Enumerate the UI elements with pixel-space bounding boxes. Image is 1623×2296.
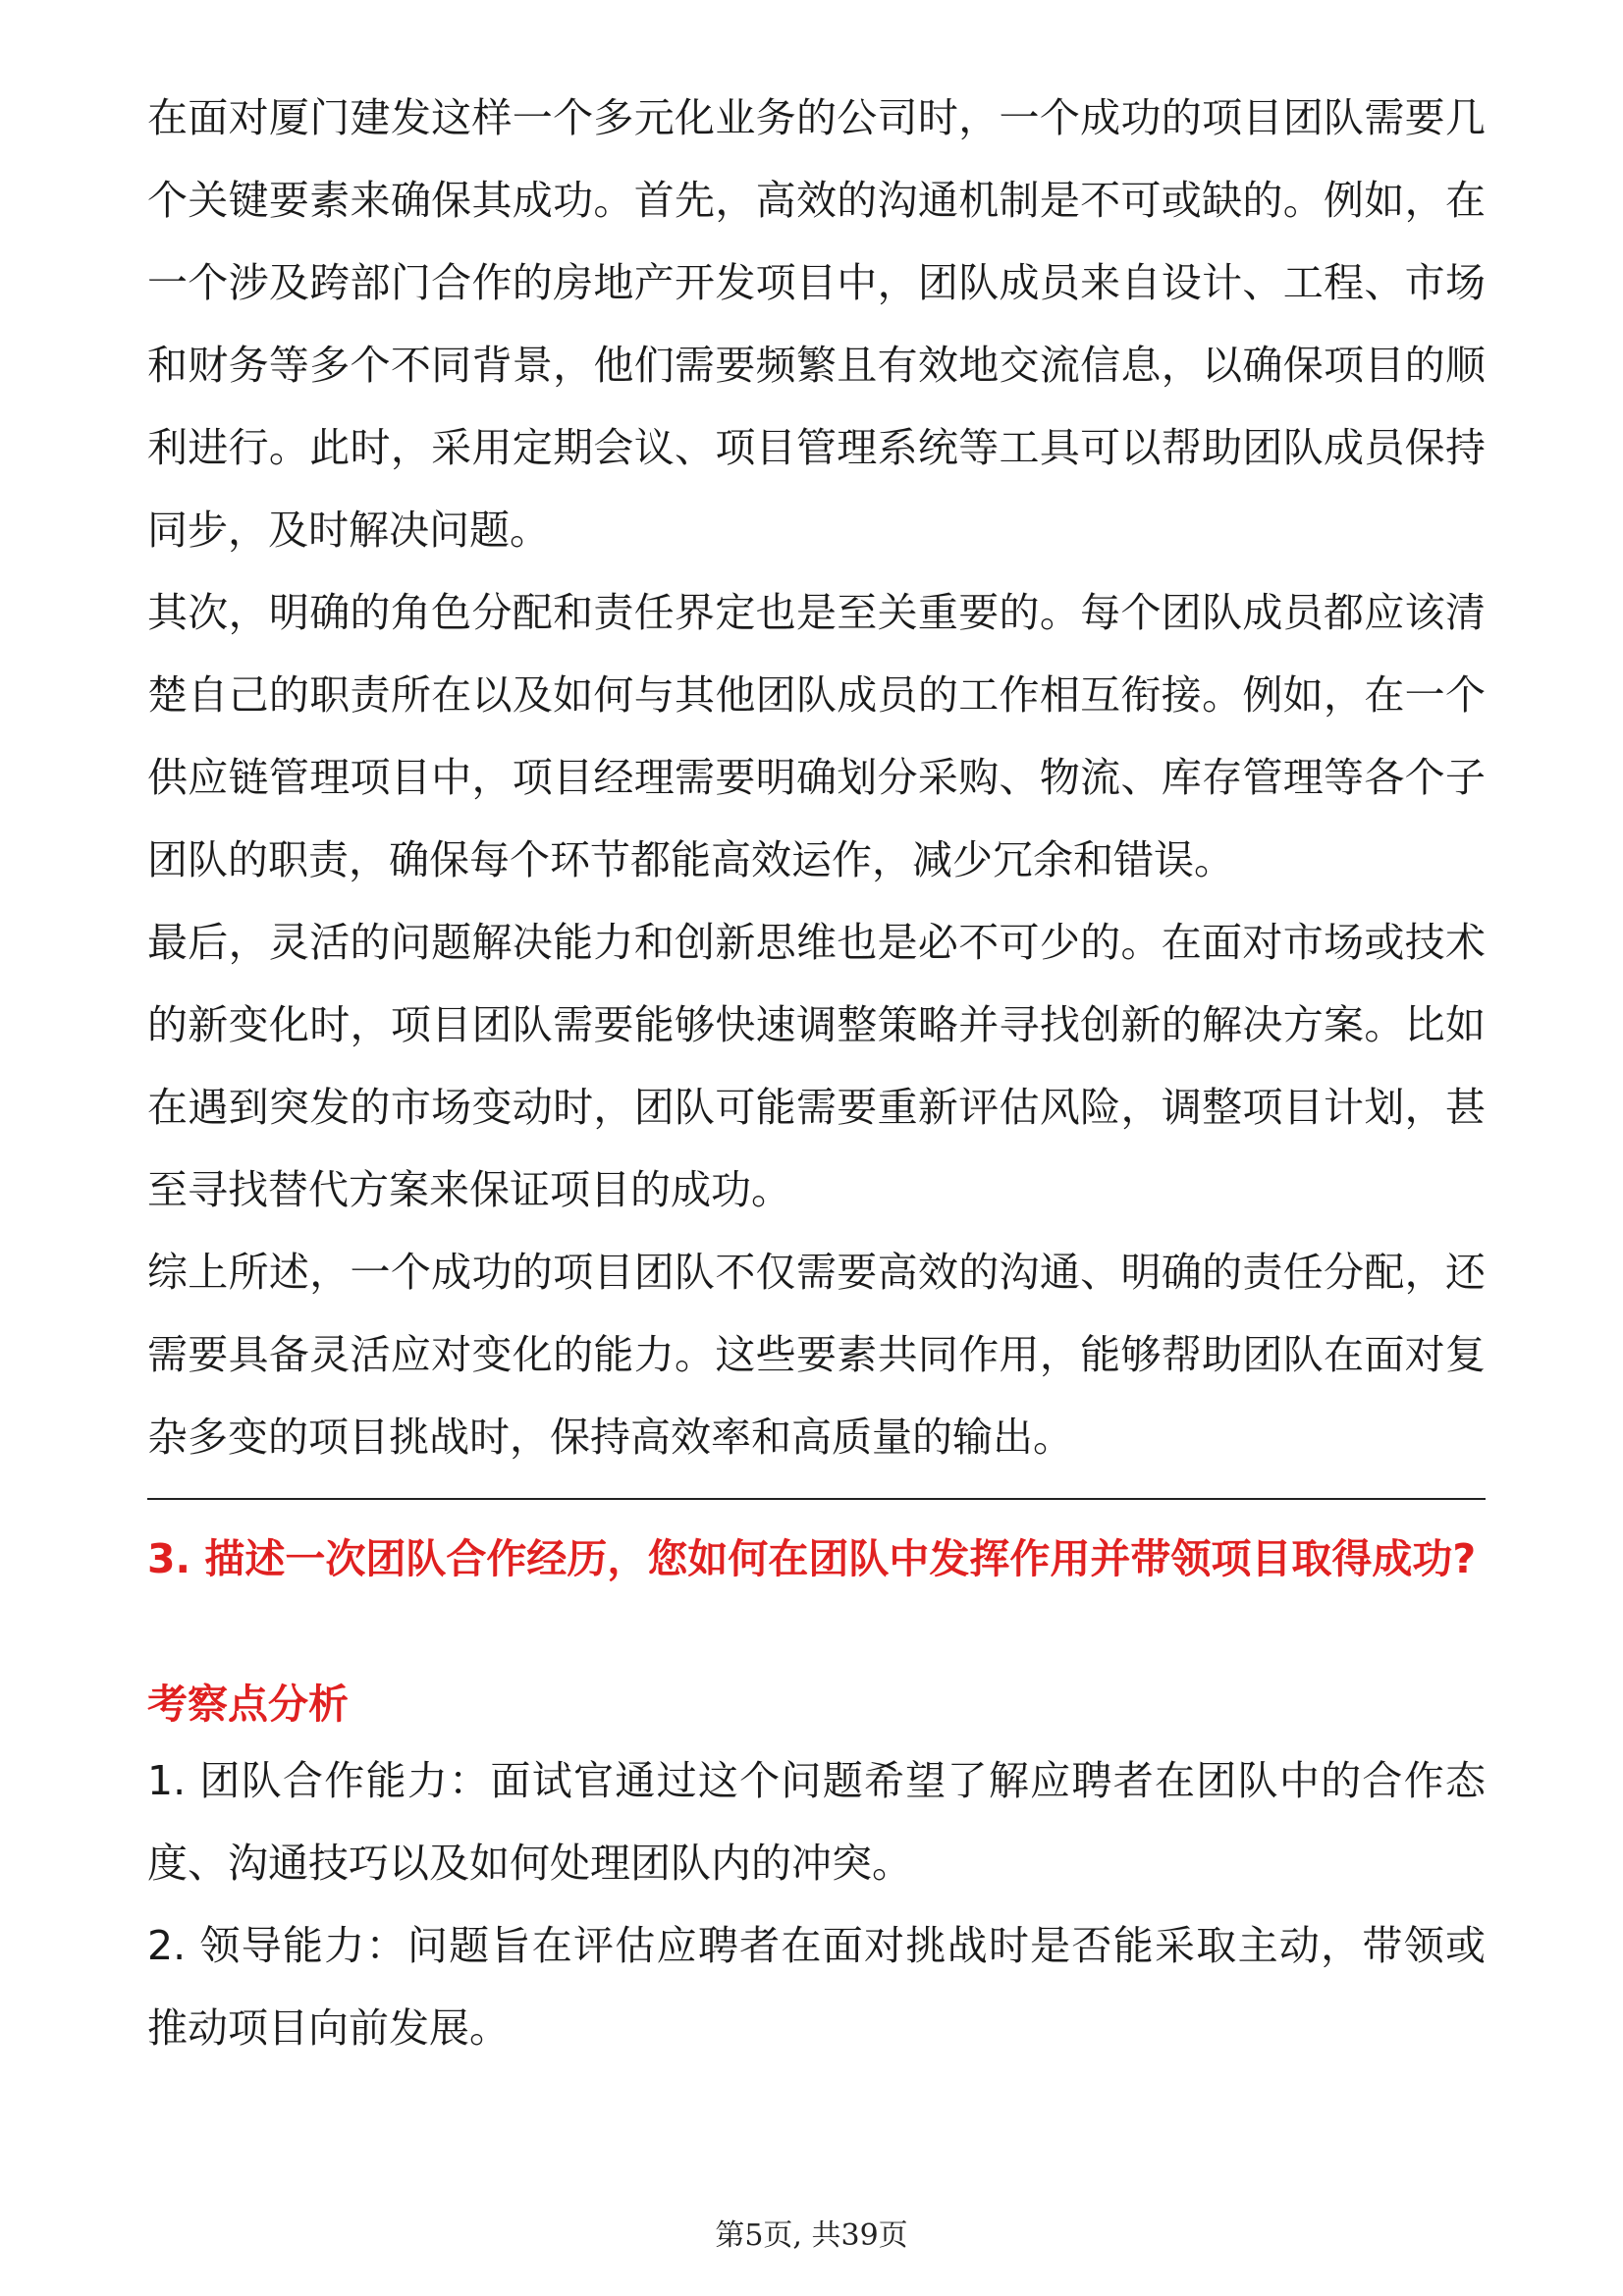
analysis-item-1: 1. 团队合作能力：面试官通过这个问题希望了解应聘者在团队中的合作态度、沟通技巧以及如何处理团队内的冲突。 — [147, 1757, 1486, 1887]
analysis-item-2: 2. 领导能力：问题旨在评估应聘者在面对挑战时是否能采取主动，带领或推动项目向前发展。 — [147, 1922, 1486, 2052]
analysis-heading: 考察点分析 — [147, 1681, 349, 1728]
page-number-footer: 第5页, 共39页 — [715, 2218, 908, 2253]
question-title: 3. 描述一次团队合作经历，您如何在团队中发挥作用并带领项目取得成功? — [147, 1535, 1477, 1582]
analysis-list — [147, 1739, 1486, 2069]
body-paragraph-3: 最后，灵活的问题解决能力和创新思维也是必不可少的。在面对市场或技术的新变化时，项目团队需要能够快速调整策略并寻找创新的解决方案。比如在遇到突发的市场变动时，团队可能需要重新评估风险，调整项目计划，甚至寻找替代方案来保证项目的成功。 — [147, 919, 1486, 1213]
document-body — [147, 0, 1486, 1478]
body-paragraph-2: 其次，明确的角色分配和责任界定也是至关重要的。每个团队成员都应该清楚自己的职责所在以及如何与其他团队成员的工作相互衔接。例如，在一个供应链管理项目中，项目经理需要明确划分采购、物流、库存管理等各个子团队的职责，确保每个环节都能高效运作，减少冗余和错误。 — [147, 589, 1486, 883]
body-paragraph-1: 在面对厦门建发这样一个多元化业务的公司时，一个成功的项目团队需要几个关键要素来确保其成功。首先，高效的沟通机制是不可或缺的。例如，在一个涉及跨部门合作的房地产开发项目中，团队成员来自设计、工程、市场和财务等多个不同背景，他们需要频繁且有效地交流信息，以确保项目的顺利进行。此时，采用定期会议、项目管理系统等工具可以帮助团队成员保持同步，及时解决问题。 — [147, 94, 1486, 554]
body-paragraph-4: 综上所述，一个成功的项目团队不仅需要高效的沟通、明确的责任分配，还需要具备灵活应对变化的能力。这些要素共同作用，能够帮助团队在面对复杂多变的项目挑战时，保持高效率和高质量的输出。 — [147, 1249, 1486, 1461]
section-divider — [147, 1498, 1486, 1500]
